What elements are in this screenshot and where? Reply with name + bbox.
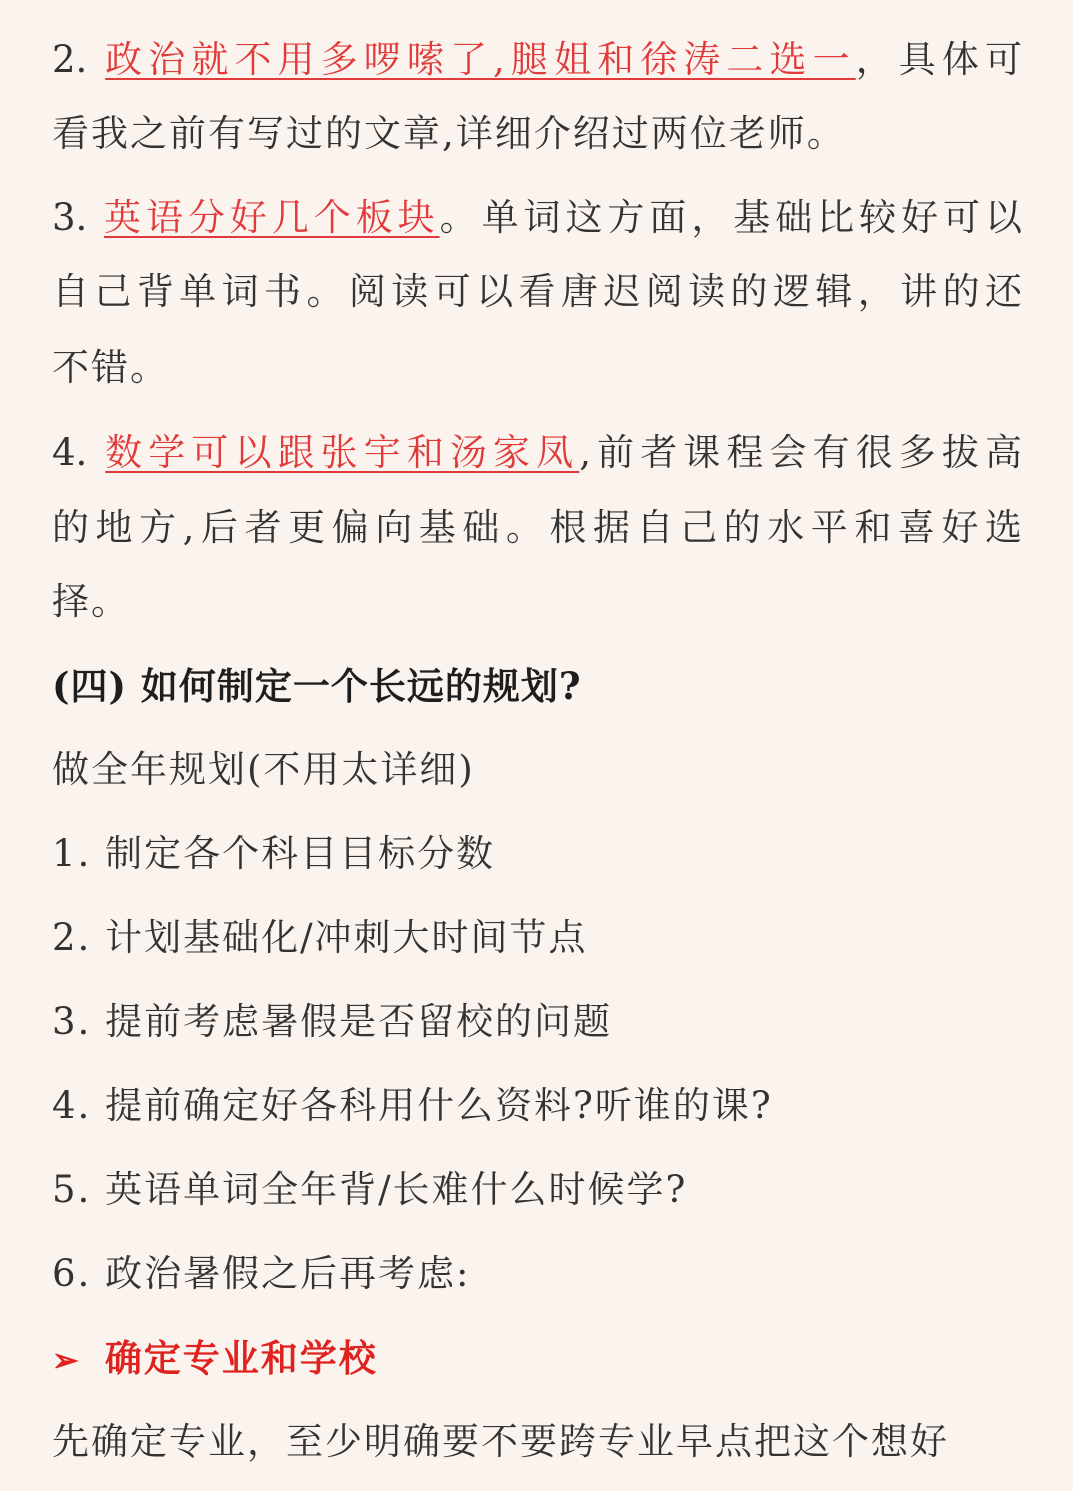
section-4-intro: 做全年规划(不用太详细) <box>52 748 475 791</box>
item-2-line-2: 看我之前有写过的文章,详细介绍过两位老师。 <box>52 112 846 155</box>
item-4-rest: ,前者课程会有很多拔高 <box>579 431 1022 474</box>
item-2-highlight: 政治就不用多啰嗦了,腿姐和徐涛二选一 <box>105 38 856 81</box>
item-3-line-3: 不错。 <box>52 346 169 389</box>
subsection-heading <box>52 1336 378 1382</box>
item-3-number: 3. <box>52 196 105 239</box>
item-4-line-2-text: 的地方,后者更偏向基础。根据自己的水平和喜好选 <box>52 506 1022 549</box>
plan-step-5: 5. 英语单词全年背/长难什么时候学? <box>52 1168 688 1211</box>
item-2-number: 2. <box>52 38 106 81</box>
plan-step-3: 3. 提前考虑暑假是否留校的问题 <box>52 1000 613 1043</box>
item-2-rest: ，具体可 <box>855 38 1022 81</box>
plan-step-4: 4. 提前确定好各科用什么资料?听谁的课? <box>52 1084 773 1127</box>
item-4-number: 4. <box>52 431 106 474</box>
item-4-line-3: 择。 <box>52 580 130 623</box>
plan-step-1: 1. 制定各个科目目标分数 <box>52 832 496 875</box>
item-2-line-1 <box>52 38 1022 82</box>
item-3-line-1 <box>52 196 1022 240</box>
item-3-line-2 <box>52 270 1022 314</box>
item-3-rest: 。单词这方面，基础比较好可以 <box>439 196 1022 239</box>
item-4-line-1 <box>52 431 1022 475</box>
section-4-heading: (四) 如何制定一个长远的规划? <box>52 664 582 708</box>
item-3-line-2-text: 自己背单词书。阅读可以看唐迟阅读的逻辑，讲的还 <box>52 270 1022 313</box>
plan-step-6: 6. 政治暑假之后再考虑: <box>52 1252 471 1295</box>
item-4-line-2 <box>52 506 1022 550</box>
plan-step-2: 2. 计划基础化/冲刺大时间节点 <box>52 916 588 959</box>
item-3-highlight: 英语分好几个板块 <box>104 196 440 239</box>
subsection-body-line-1: 先确定专业，至少明确要不要跨专业早点把这个想好 <box>52 1420 949 1463</box>
arrow-bullet-icon: ➢ <box>52 1341 81 1379</box>
subsection-title: 确定专业和学校 <box>104 1336 378 1380</box>
item-4-highlight: 数学可以跟张宇和汤家凤 <box>105 431 580 474</box>
